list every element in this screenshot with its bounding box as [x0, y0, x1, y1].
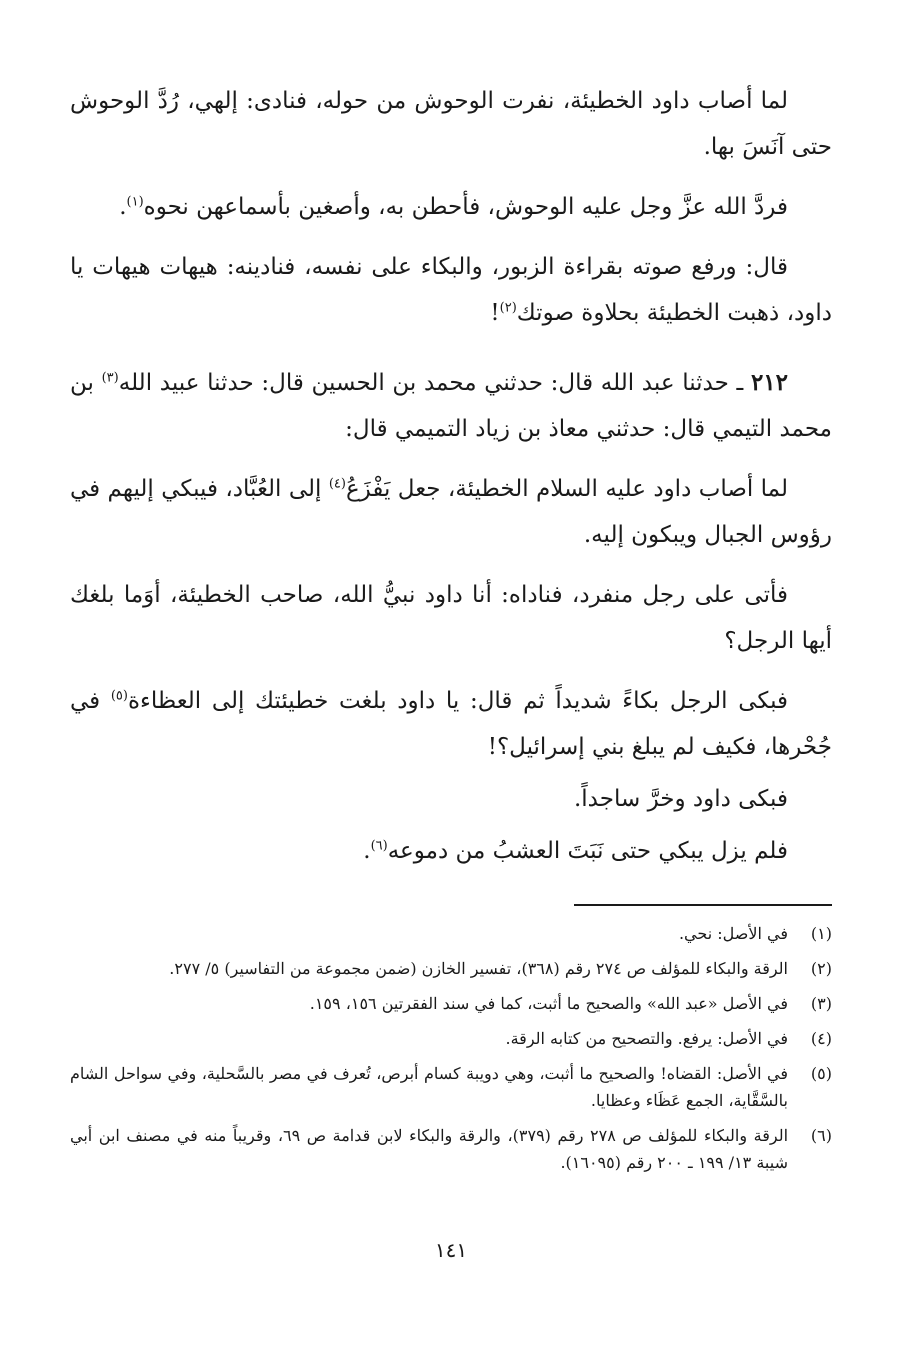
footnote-6: [70, 1122, 832, 1176]
hadith-212: ٢١٢ ـ حدثنا عبد الله قال: حدثني محمد بن الحسين قال: حدثنا عبيد الله$^{(٣)}$ بن محمد التيمي قال: حدثني معاذ بن زياد التميمي قال:: [70, 369, 832, 442]
footnote-number: (٥): [810, 1064, 832, 1083]
story-paragraph-2: فأتى على رجل منفرد، فناداه: أنا داود نبيُّ الله، صاحب الخطيئة، أوَما بلغك أيها الرجل؟: [70, 582, 832, 654]
footnote-number: (٤): [810, 1029, 832, 1048]
story-paragraph-4: فبكى داود وخرَّ ساجداً.: [573, 786, 788, 812]
footnote-5: [70, 1060, 832, 1114]
footnote-ref-6: (٦): [370, 838, 388, 854]
book-page: [70, 78, 832, 1318]
main-text: [70, 78, 832, 874]
footnote-ref-1: (١): [126, 194, 144, 210]
page-number: ١٤١: [434, 1238, 468, 1262]
footnote-number: (٦): [810, 1126, 832, 1145]
footnote-text: في الأصل «عبد الله» والصحيح ما أثبت، كما في سند الفقرتين ١٥٦، ١٥٩.: [309, 994, 788, 1013]
story-paragraph-5: فلم يزل يبكي حتى نَبَتَ العشبُ من دموعه$^{(٦)}$.: [363, 838, 788, 864]
footnote-1: [70, 920, 832, 947]
footnote-2: [70, 955, 832, 982]
footnotes: [70, 920, 832, 1184]
footnote-text: في الأصل: يرفع. والتصحيح من كتابه الرقة.: [505, 1029, 788, 1048]
footnote-divider: [574, 904, 832, 906]
footnote-3: [70, 990, 832, 1017]
footnote-4: [70, 1025, 832, 1052]
footnote-text: في الأصل: القضاه! والصحيح ما أثبت، وهي دويبة كسام أبرص، تُعرف في مصر بالسَّحلية، وفي سواحل الشام بالسَّقَّاية، الجمع عَظَاء وعظايا.: [70, 1064, 788, 1110]
paragraph-2: فردَّ الله عزَّ وجل عليه الوحوش، فأحطن به، وأصغين بأسماعهن نحوه$^{(١)}$.: [119, 194, 788, 220]
footnote-ref-3: (٣): [101, 370, 119, 386]
footnote-ref-2: (٢): [499, 300, 517, 316]
footnote-number: (٢): [810, 959, 832, 978]
footnote-ref-5: (٥): [110, 688, 128, 704]
paragraph-3: قال: ورفع صوته بقراءة الزبور، والبكاء على نفسه، فنادينه: هيهات هيهات يا داود، ذهبت الخطيئة بحلاوة صوتك$^{(٢)}$!: [70, 254, 832, 326]
section-gap: [70, 350, 832, 360]
footnote-text: في الأصل: نحي.: [678, 924, 788, 943]
hadith-number: ٢١٢: [750, 369, 788, 396]
story-paragraph-3: فبكى الرجل بكاءً شديداً ثم قال: يا داود بلغت خطيئتك إلى العظاءة$^{(٥)}$ في جُحْرها، فكيف لم يبلغ بني إسرائيل؟!: [70, 688, 832, 760]
paragraph-1: لما أصاب داود الخطيئة، نفرت الوحوش من حوله، فنادى: إلهي، رُدَّ الوحوش حتى آنَسَ بها.: [70, 88, 832, 160]
footnote-text: الرقة والبكاء للمؤلف ص ٢٧٨ رقم (٣٧٩)، والرقة والبكاء لابن قدامة ص ٦٩، وقريباً منه في مصنف ابن أبي شيبة ١٣/ ١٩٩ ـ ٢٠٠ رقم (١٦٠٩٥).: [70, 1126, 789, 1172]
footnote-text: الرقة والبكاء للمؤلف ص ٢٧٤ رقم (٣٦٨)، تفسير الخازن (ضمن مجموعة من التفاسير) ٥/ ٢٧٧.: [169, 959, 788, 978]
footnote-number: (١): [810, 924, 832, 943]
story-paragraph-1: لما أصاب داود عليه السلام الخطيئة، جعل يَفْزَعُ$^{(٤)}$ إلى العُبَّاد، فيبكي إليهم في رؤوس الجبال ويبكون إليه.: [70, 476, 832, 548]
footnote-number: (٣): [810, 994, 832, 1013]
footnote-ref-4: (٤): [328, 476, 346, 492]
